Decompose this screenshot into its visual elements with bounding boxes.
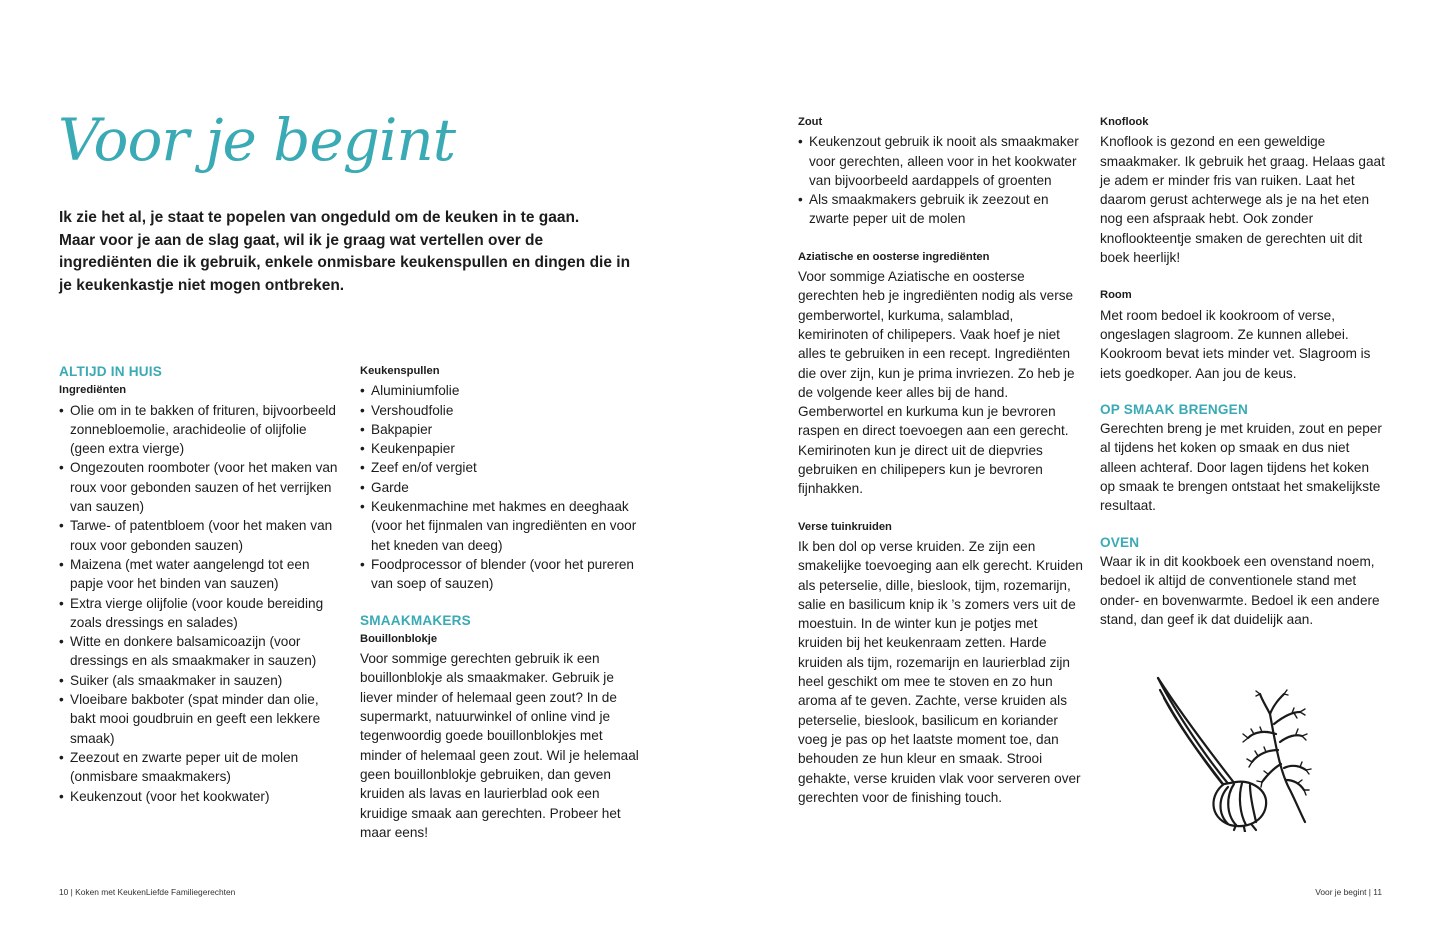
footer-left: 10 | Koken met KeukenLiefde Familiegerechten xyxy=(59,887,236,897)
footer-right: Voor je begint | 11 xyxy=(1315,887,1382,897)
room-heading: Room xyxy=(1100,289,1132,302)
list-item: • Maizena (met water aangelengd tot een papje voor het binden van sauzen) xyxy=(59,555,344,594)
oven-heading: OVEN xyxy=(1100,534,1140,550)
bouillon-heading: Bouillonblokje xyxy=(360,632,438,645)
keukenspullen-heading: Keukenspullen xyxy=(360,365,440,377)
column-4 xyxy=(1100,113,1385,629)
knoflook-heading: Knoflook xyxy=(1100,116,1149,128)
list-item: • Als smaakmakers gebruik ik zeezout en zwarte peper uit de molen xyxy=(798,190,1083,229)
knoflook-text: Knoflook is gezond en een geweldige smaakmaker. Ik gebruik het graag. Helaas gaat je adem er minder fris van ruiken. Laat het daarom gerust achterwege als je na het eten nog een afspraak hebt. Ook zonder knoflookteentje smaken de gerechten uit dit boek heerlijk! xyxy=(1100,134,1385,266)
tuinkruiden-text: Ik ben dol op verse kruiden. Ze zijn een smakelijke toevoeging aan elk gerecht. Kruiden als peterselie, dille, bieslook, tijm, rozemarijn, salie en basilicum knip ik ’s zomers vers uit de moestuin. In de winter kun je potjes met kruiden bij het keukenraam zetten. Harde kruiden als tijm, rozemarijn en laurierblad zijn heel geschikt om mee te stoven en zo hun aroma af te geven. Zachte, verse kruiden als peterselie, bieslook, basilicum en koriander voeg je pas op het laatste moment toe, dan behouden ze hun kleur en smaak. Strooi gehakte, verse kruiden vlak voor serveren over gerechten voor de finishing touch. xyxy=(798,538,1083,805)
list-item: • Vershoudfolie xyxy=(360,401,645,420)
altijd-in-huis-heading: ALTIJD IN HUIS xyxy=(59,364,162,379)
list-item: • Zeef en/of vergiet xyxy=(360,458,645,477)
intro xyxy=(59,207,639,297)
list-item: • Aluminiumfolie xyxy=(360,381,645,400)
tuinkruiden-heading: Verse tuinkruiden xyxy=(798,520,892,533)
bouillon-text: Voor sommige gerechten gebruik ik een bouillonblokje als smaakmaker. Gebruik je liever minder of helemaal geen zout? In de supermarkt, natuurwinkel of online vind je tegenwoordig goede bouillonblokjes met minder of helemaal geen zout. Wil je helemaal geen bouillonblokje gebruiken, dan geven kruiden als lavas en laurierblad ook een kruidige smaak aan gerechten. Probeer het maar eens! xyxy=(360,651,639,840)
column-1 xyxy=(59,362,344,806)
smaakmakers-heading: SMAAKMAKERS xyxy=(360,612,471,628)
zout-list xyxy=(798,132,1083,228)
list-item: • Suiker (als smaakmaker in sauzen) xyxy=(59,671,344,690)
list-item: • Tarwe- of patentbloem (voor het maken van roux voor gebonden sauzen) xyxy=(59,516,344,555)
room-text: Met room bedoel ik kookroom of verse, ongeslagen slagroom. Ze kunnen allebei. Kookroom bevat iets minder vet. Slagroom is iets goedkoper. Aan jou de keus. xyxy=(1100,307,1371,381)
onion-herb-illustration xyxy=(1150,672,1320,832)
list-item: • Foodprocessor of blender (voor het pureren van soep of sauzen) xyxy=(360,555,645,594)
column-2 xyxy=(360,362,645,842)
zout-heading: Zout xyxy=(798,116,823,128)
ingredienten-list xyxy=(59,401,344,806)
list-item: • Extra vierge olijfolie (voor koude bereiding zoals dressings en salades) xyxy=(59,594,344,633)
aziatisch-heading: Aziatische en oosterse ingrediënten xyxy=(798,250,990,263)
list-item: • Witte en donkere balsamicoazijn (voor dressings en als smaakmaker in sauzen) xyxy=(59,632,344,671)
column-3 xyxy=(798,113,1083,807)
page-title: Voor je begint xyxy=(58,106,456,174)
list-item: • Ongezouten roomboter (voor het maken van roux voor gebonden sauzen of het verrijken van sauzen) xyxy=(59,458,344,516)
intro-line-2: Maar voor je aan de slag gaat, wil ik je graag wat vertellen over de ingrediënten die ik gebruik, enkele onmisbare keukenspullen en dingen die in je keukenkastje niet mogen ontbreken. xyxy=(59,231,631,294)
oven-text: Waar ik in dit kookboek een ovenstand noem, bedoel ik altijd de conventionele stand met onder- en bovenwarmte. Bedoel ik een andere stand, dan geef ik dat duidelijk aan. xyxy=(1100,553,1380,627)
op-smaak-text: Gerechten breng je met kruiden, zout en peper al tijdens het koken op smaak en dus niet alleen achteraf. Door lagen tijdens het koken op smaak te brengen ontstaat het smakelijkste resultaat. xyxy=(1100,421,1382,514)
ingredienten-heading: Ingrediënten xyxy=(59,384,127,397)
list-item: • Olie om in te bakken of frituren, bijvoorbeeld zonnebloemolie, arachideolie of olijfolie (geen extra vierge) xyxy=(59,401,344,459)
list-item: • Vloeibare bakboter (spat minder dan olie, bakt mooi goudbruin en geeft een lekkere smaak) xyxy=(59,690,344,748)
list-item: • Keukenmachine met hakmes en deeghaak (voor het fijnmalen van ingrediënten en voor het kneden van deeg) xyxy=(360,497,645,555)
aziatisch-text: Voor sommige Aziatische en oosterse gerechten heb je ingrediënten nodig als verse gemberwortel, kurkuma, salamblad, kemirinoten of chilipepers. Vaak hoef je niet alles te gebruiken in een recept. Ingrediënten die over zijn, kun je prima invriezen. Zo heb je de volgende keer alles bij de hand. Gemberwortel en kurkuma kun je bevroren raspen en direct toevoegen aan een gerecht. Kemirinoten kun je direct uit de diepvries gebruiken en chilipepers kun je bevroren fijnhakken. xyxy=(798,269,1075,497)
op-smaak-heading: OP SMAAK BRENGEN xyxy=(1100,401,1248,417)
list-item: • Keukenpapier xyxy=(360,439,645,458)
list-item: • Keukenzout gebruik ik nooit als smaakmaker voor gerechten, alleen voor in het kookwater van bijvoorbeeld aardappels of groenten xyxy=(798,132,1083,190)
list-item: • Keukenzout (voor het kookwater) xyxy=(59,787,344,806)
keukenspullen-list xyxy=(360,381,645,593)
intro-line-1: Ik zie het al, je staat te popelen van ongeduld om de keuken in te gaan. xyxy=(59,209,580,226)
list-item: • Zeezout en zwarte peper uit de molen (onmisbare smaakmakers) xyxy=(59,748,344,787)
list-item: • Bakpapier xyxy=(360,420,645,439)
list-item: • Garde xyxy=(360,478,645,497)
